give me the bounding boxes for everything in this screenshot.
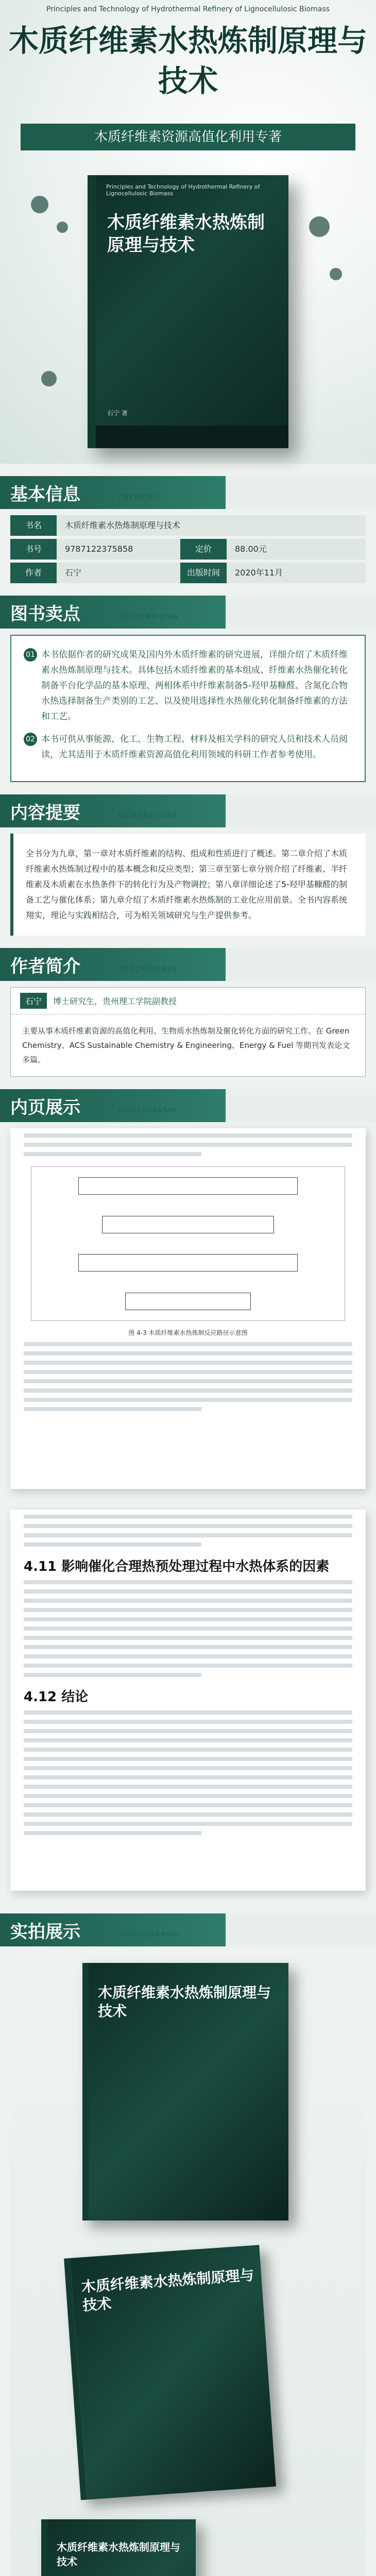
info-label: 书名: [10, 515, 57, 536]
author-header: [11, 988, 365, 1014]
preview-area: [10, 1128, 366, 1901]
info-label: 定价: [180, 539, 227, 560]
section-header-preview: [0, 1089, 376, 1122]
section-title: 基本信息: [10, 484, 80, 505]
feature-item: [24, 647, 352, 724]
hero-subtitle: 木质纤维素资源高值化利用专著: [21, 124, 355, 150]
author-bio: 主要从事木质纤维素资源的高值化利用、生物质水热炼制及催化转化方面的研究工作。在 Green Chemistry、ACS Sustainable Chemistry & Engineering、Energy & Fuel 等期刊发表论文多篇。: [22, 1026, 350, 1064]
hero-english-title: Principles and Technology of Hydrothermal Refinery of Lignocellulosic Biomass: [46, 5, 330, 13]
feature-number: 02: [24, 733, 37, 746]
photo-book-front: [82, 1963, 288, 2221]
photo-book-title: 木质纤维素水热炼制原理与技术: [98, 1984, 271, 2020]
feature-number: 01: [24, 648, 37, 662]
section-title: 内页展示: [10, 1097, 80, 1118]
photo-book-title: 木质纤维素水热炼制原理与技术: [57, 2541, 180, 2568]
section-header-features: [0, 596, 376, 629]
author-name: 石宁: [20, 993, 47, 1009]
info-value: 2020年11月: [227, 563, 366, 583]
preview-heading: 4.12 结论: [24, 1689, 89, 1705]
photo-gallery: [10, 1953, 366, 2576]
section-subtitle: TUSHUMAIDIAN: [118, 613, 179, 620]
feature-text: 本书可供从事能源、化工、生物工程、材料及相关学科的研究人员和技术人员阅读，尤其适用于木质纤维素资源高值化利用领域的科研工作者参考使用。: [41, 734, 348, 760]
photo-book-title: 木质纤维素水热炼制原理与技术: [80, 2266, 255, 2314]
section-header-author: [0, 948, 376, 981]
info-value: 88.00元: [227, 539, 366, 560]
author-card: [10, 987, 366, 1077]
preview-figure: [31, 1166, 345, 1321]
hero-banner: [0, 0, 376, 464]
section-header-photos: [0, 1913, 376, 1946]
hero-title: 木质纤维素水热炼制原理与技术: [8, 23, 367, 98]
section-title: 实拍展示: [10, 1922, 80, 1942]
feature-text: 本书依据作者的研究成果及国内外木质纤维素的研究进展，详细介绍了木质纤维素水热炼制原理与技术。具体包括木质纤维素的基本组成、纤维素水热催化转化制备平台化学品的基本原理、两相体系中纤维素制备5-羟甲基糠醛、含氮化合物水热选择制备生产类别的工艺、以及使用选择性水热催化转化制备纤维素的方法和工艺。: [41, 650, 348, 722]
info-label: 书号: [10, 539, 57, 560]
features-card: [10, 635, 366, 782]
section-subtitle: NEIYEZHANSHI: [118, 1107, 177, 1114]
photo-book-angled: [64, 2245, 276, 2500]
book-title: 木质纤维素水热炼制原理与技术: [107, 212, 265, 256]
feature-item: [24, 732, 352, 762]
book-author: 石宁 著: [107, 410, 128, 417]
book-bottom-band: [96, 426, 288, 448]
section-subtitle: ZUOZHEJIANJIE: [118, 965, 179, 973]
section-title: 作者简介: [10, 956, 80, 977]
info-label: 出版时间: [180, 563, 227, 583]
section-subtitle: JIBENXINXI: [118, 494, 162, 501]
info-row-name: [10, 515, 366, 536]
info-value: 石宁: [57, 563, 180, 583]
figure-caption: 图 4-3 木质纤维素水热炼制反应路径示意图: [128, 1329, 248, 1336]
intro-text: 全书分为九章，第一章对木质纤维素的结构、组成和性质进行了概述。第二章介绍了木质纤维素水热炼制过程中的基本概念和反应类型；第三章至第七章分别介绍了纤维素、半纤维素及木质素在水热条件下的转化行为及产物调控；第八章详细论述了5-羟甲基糠醛的制备工艺与催化体系；第九章介绍了木质纤维素水热炼制的工业化应用前景。全书内容系统翔实，理论与实践相结合，可为相关领域研究与生产提供参考。: [10, 834, 366, 936]
section-subtitle: NEIRONGTIYAO: [118, 812, 178, 819]
section-subtitle: SHIPAIZHANSHI: [118, 1931, 180, 1938]
info-row-author: [10, 563, 366, 583]
section-header-intro: [0, 794, 376, 827]
info-label: 作者: [10, 563, 57, 583]
book-english-title: Principles and Technology of Hydrothermal Refinery of Lignocellulosic Biomass: [106, 183, 260, 197]
book-cover: [88, 175, 288, 448]
photo-book-side: [41, 2519, 196, 2576]
preview-heading: 4.11 影响催化合理热预处理过程中水热体系的因素: [24, 1559, 330, 1574]
preview-page-2: [10, 1510, 366, 1891]
preview-page-1: [10, 1128, 366, 1489]
section-header-basic: [0, 476, 376, 509]
author-title: 博士研究生，贵州理工学院副教授: [53, 996, 177, 1006]
section-title: 图书卖点: [10, 604, 80, 624]
info-row-isbn: [10, 539, 366, 560]
info-value: 9787122375858: [57, 539, 180, 560]
section-title: 内容提要: [10, 803, 80, 823]
info-value: 木质纤维素水热炼制原理与技术: [57, 515, 366, 536]
